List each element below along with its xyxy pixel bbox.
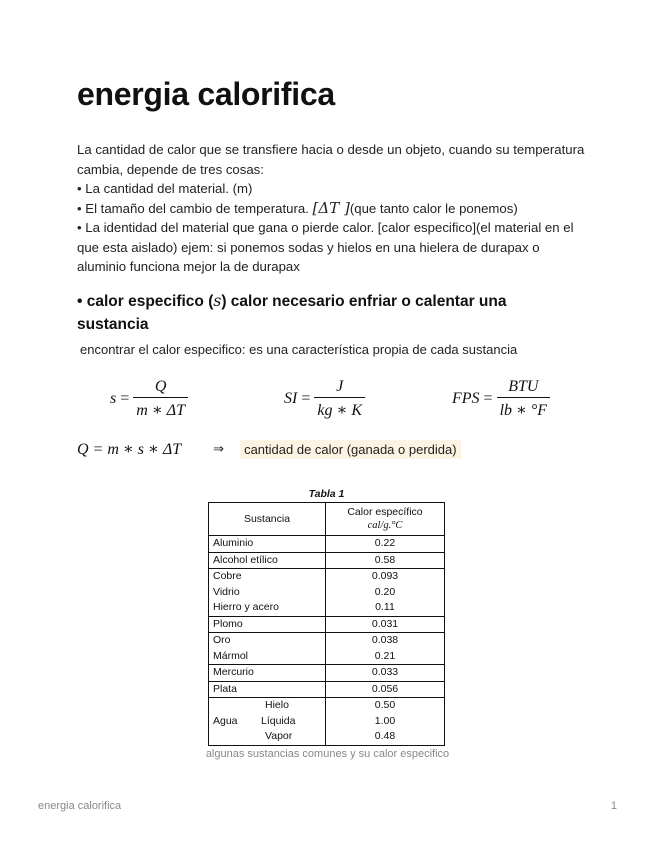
cell-value: 0.22 [326, 536, 445, 553]
heat-formula-row [77, 438, 461, 460]
cell-substance: Aluminio [209, 536, 326, 553]
formula-si-fraction [314, 378, 365, 420]
page-number: 1 [610, 800, 617, 812]
agua-group [213, 698, 321, 745]
table-row-agua [209, 698, 445, 714]
cell-value: 0.20 [326, 585, 445, 601]
formula-si-units [284, 378, 365, 420]
formula-fps-eq: = [483, 390, 493, 407]
bullet-identity: • La identidad del material que gana o pierde calor. [calor especifico](el material en el que esta aislado) ejem: si ponemos sodas y hielos en una hielera de durapax o aluminio funciona mejor la de durapax [77, 220, 574, 274]
table-row [209, 536, 445, 553]
agua-states [261, 698, 295, 745]
cell-substance: Mármol [209, 649, 326, 665]
table-caption: algunas sustancias comunes y su calor especifico [205, 748, 450, 760]
formula-fps-denominator: lb ∗ °F [497, 397, 551, 420]
section-heading [77, 290, 577, 336]
formula-si-lhs: SI [284, 390, 298, 407]
formula-si-eq: = [301, 390, 311, 407]
page-title: energia calorifica [77, 76, 335, 112]
table-row [209, 633, 445, 649]
cell-value: 0.093 [326, 569, 445, 585]
bullet-temperature [77, 199, 587, 219]
header-specific-heat-label: Calor específico [347, 506, 423, 518]
cell-value: 0.056 [326, 681, 445, 698]
table-row [209, 649, 445, 665]
formula-specific-heat [110, 378, 188, 420]
formula-fps-units [452, 378, 550, 420]
heading-suffix: ) calor necesario enfriar o calentar una sustancia [77, 293, 507, 333]
bullet-quantity: • La cantidad del material. (m) [77, 181, 253, 196]
agua-state: Hielo [265, 699, 289, 711]
table-body [209, 536, 445, 746]
table-row [209, 569, 445, 585]
specific-heat-table [208, 488, 445, 746]
table [208, 502, 445, 746]
cell-substance: Plata [209, 681, 326, 698]
header-unit: cal/g.°C [367, 520, 403, 531]
cell-value: 0.11 [326, 600, 445, 616]
formula-fps-fraction [497, 378, 551, 420]
table-row [209, 616, 445, 633]
cell-substance: Cobre [209, 569, 326, 585]
formula-s-numerator: Q [154, 378, 167, 395]
table-row [209, 665, 445, 682]
cell-substance: Oro [209, 633, 326, 649]
intro-paragraph: La cantidad de calor que se transfiere hacia o desde un objeto, cuando su temperatura cambia, depende de tres cosas: [77, 142, 585, 177]
agua-state: Vapor [265, 730, 293, 742]
formula-fps-lhs: FPS [452, 390, 480, 407]
agua-state: Líquida [261, 714, 296, 727]
header-specific-heat [326, 503, 445, 536]
cell-value: 0.031 [326, 616, 445, 633]
heat-formula: Q = m ∗ s ∗ ΔT [77, 441, 182, 458]
section-subtitle: encontrar el calor especifico: es una característica propia de cada sustancia [80, 342, 518, 357]
formula-fps-numerator: BTU [508, 378, 539, 395]
cell-substance: Vidrio [209, 585, 326, 601]
cell-substance-agua [209, 698, 326, 746]
bullet-temperature-prefix: • El tamaño del cambio de temperatura. [77, 200, 313, 216]
table-header-row [209, 503, 445, 536]
intro-text [77, 140, 587, 277]
cell-value: 1.00 [326, 714, 445, 730]
table-title: Tabla 1 [308, 488, 345, 500]
cell-value: 0.038 [326, 633, 445, 649]
heading-var: s [213, 292, 222, 310]
cell-substance: Mercurio [209, 665, 326, 682]
formula-s-eq: = [120, 390, 130, 407]
heat-label-highlight: cantidad de calor (ganada o perdida) [240, 440, 460, 459]
bullet-temperature-suffix: (que tanto calor le ponemos) [349, 200, 518, 216]
cell-value: 0.21 [326, 649, 445, 665]
formula-si-denominator: kg ∗ K [314, 397, 365, 420]
table-row [209, 552, 445, 569]
cell-substance: Plomo [209, 616, 326, 633]
formula-si-numerator: J [336, 378, 344, 395]
cell-substance: Alcohol etílico [209, 552, 326, 569]
cell-value: 0.48 [326, 729, 445, 745]
cell-substance: Hierro y acero [209, 600, 326, 616]
delta-t-math: [ΔT ] [312, 198, 350, 217]
cell-value: 0.50 [326, 698, 445, 714]
formula-s-lhs: s [110, 390, 117, 407]
cell-value: 0.033 [326, 665, 445, 682]
header-substance: Sustancia [209, 503, 326, 536]
formula-s-fraction [133, 378, 188, 420]
cell-value: 0.58 [326, 552, 445, 569]
agua-label: Agua [213, 714, 238, 727]
table-row [209, 681, 445, 698]
heading-prefix: • calor especifico ( [77, 293, 214, 310]
implies-arrow-icon: ⇒ [213, 441, 225, 456]
formula-s-denominator: m ∗ ΔT [133, 397, 188, 420]
footer-title: energia calorifica [38, 800, 122, 812]
table-row [209, 600, 445, 616]
table-row [209, 585, 445, 601]
